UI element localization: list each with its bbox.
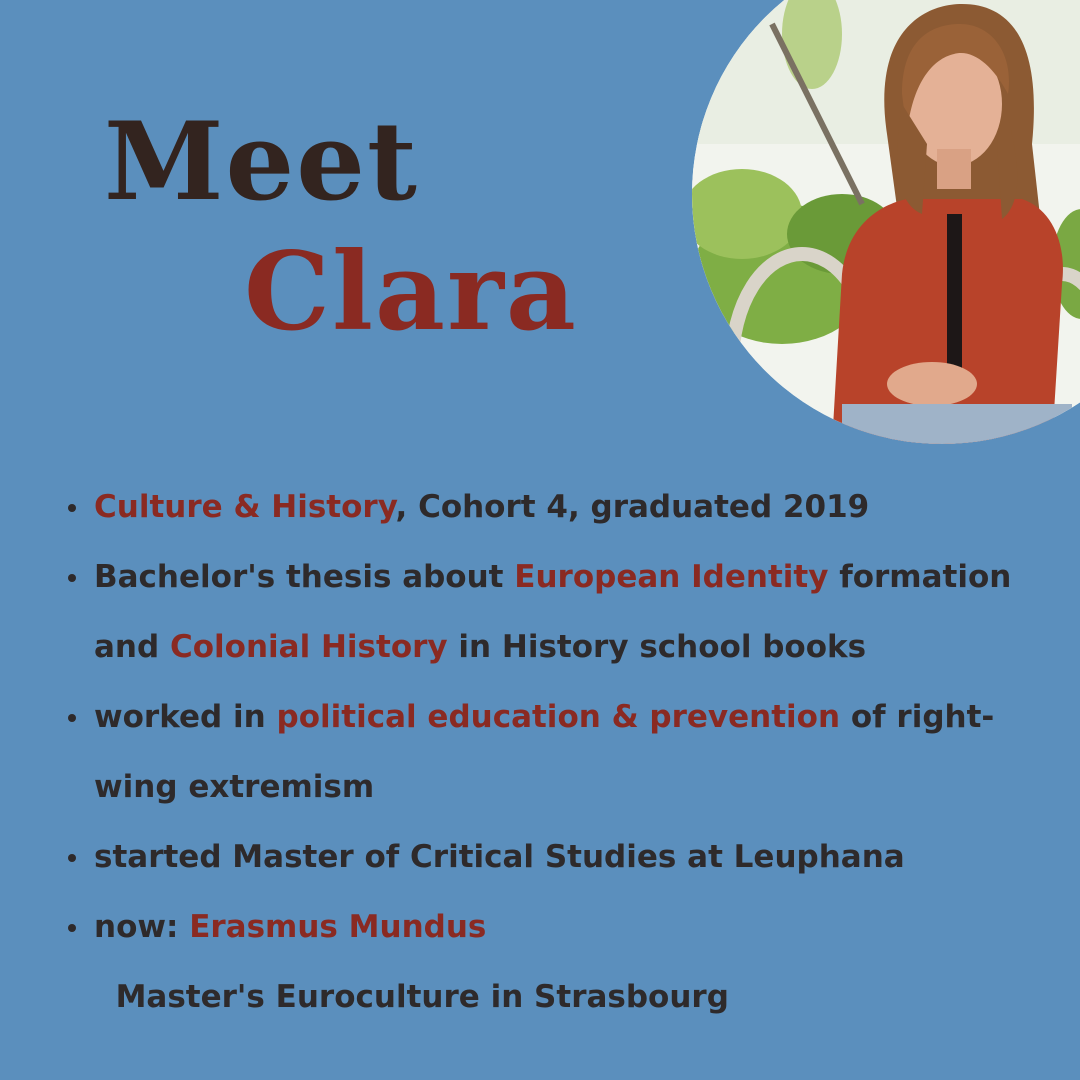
highlight-topic: Colonial History <box>169 629 448 665</box>
highlight-topic: European Identity <box>514 559 829 595</box>
list-item: now: Erasmus Mundus Master's Euroculture in Strasbourg <box>62 892 1042 1032</box>
list-item: Bachelor's thesis about European Identity formation and Colonial History in History school books <box>62 542 1042 682</box>
highlight-program: Culture & History <box>94 489 396 525</box>
list-item: Culture & History, Cohort 4, graduated 2019 <box>62 472 1042 542</box>
list-item: started Master of Critical Studies at Leuphana <box>62 822 1042 892</box>
portrait-photo <box>692 0 1080 444</box>
heading-meet: Meet <box>104 99 419 225</box>
highlight-program: Erasmus Mundus <box>189 909 487 945</box>
list-item: worked in political education & prevention of right-wing extremism <box>62 682 1042 822</box>
highlight-field: political education & prevention <box>276 699 841 735</box>
heading-name: Clara <box>244 229 578 355</box>
facts-list <box>62 472 1042 1032</box>
